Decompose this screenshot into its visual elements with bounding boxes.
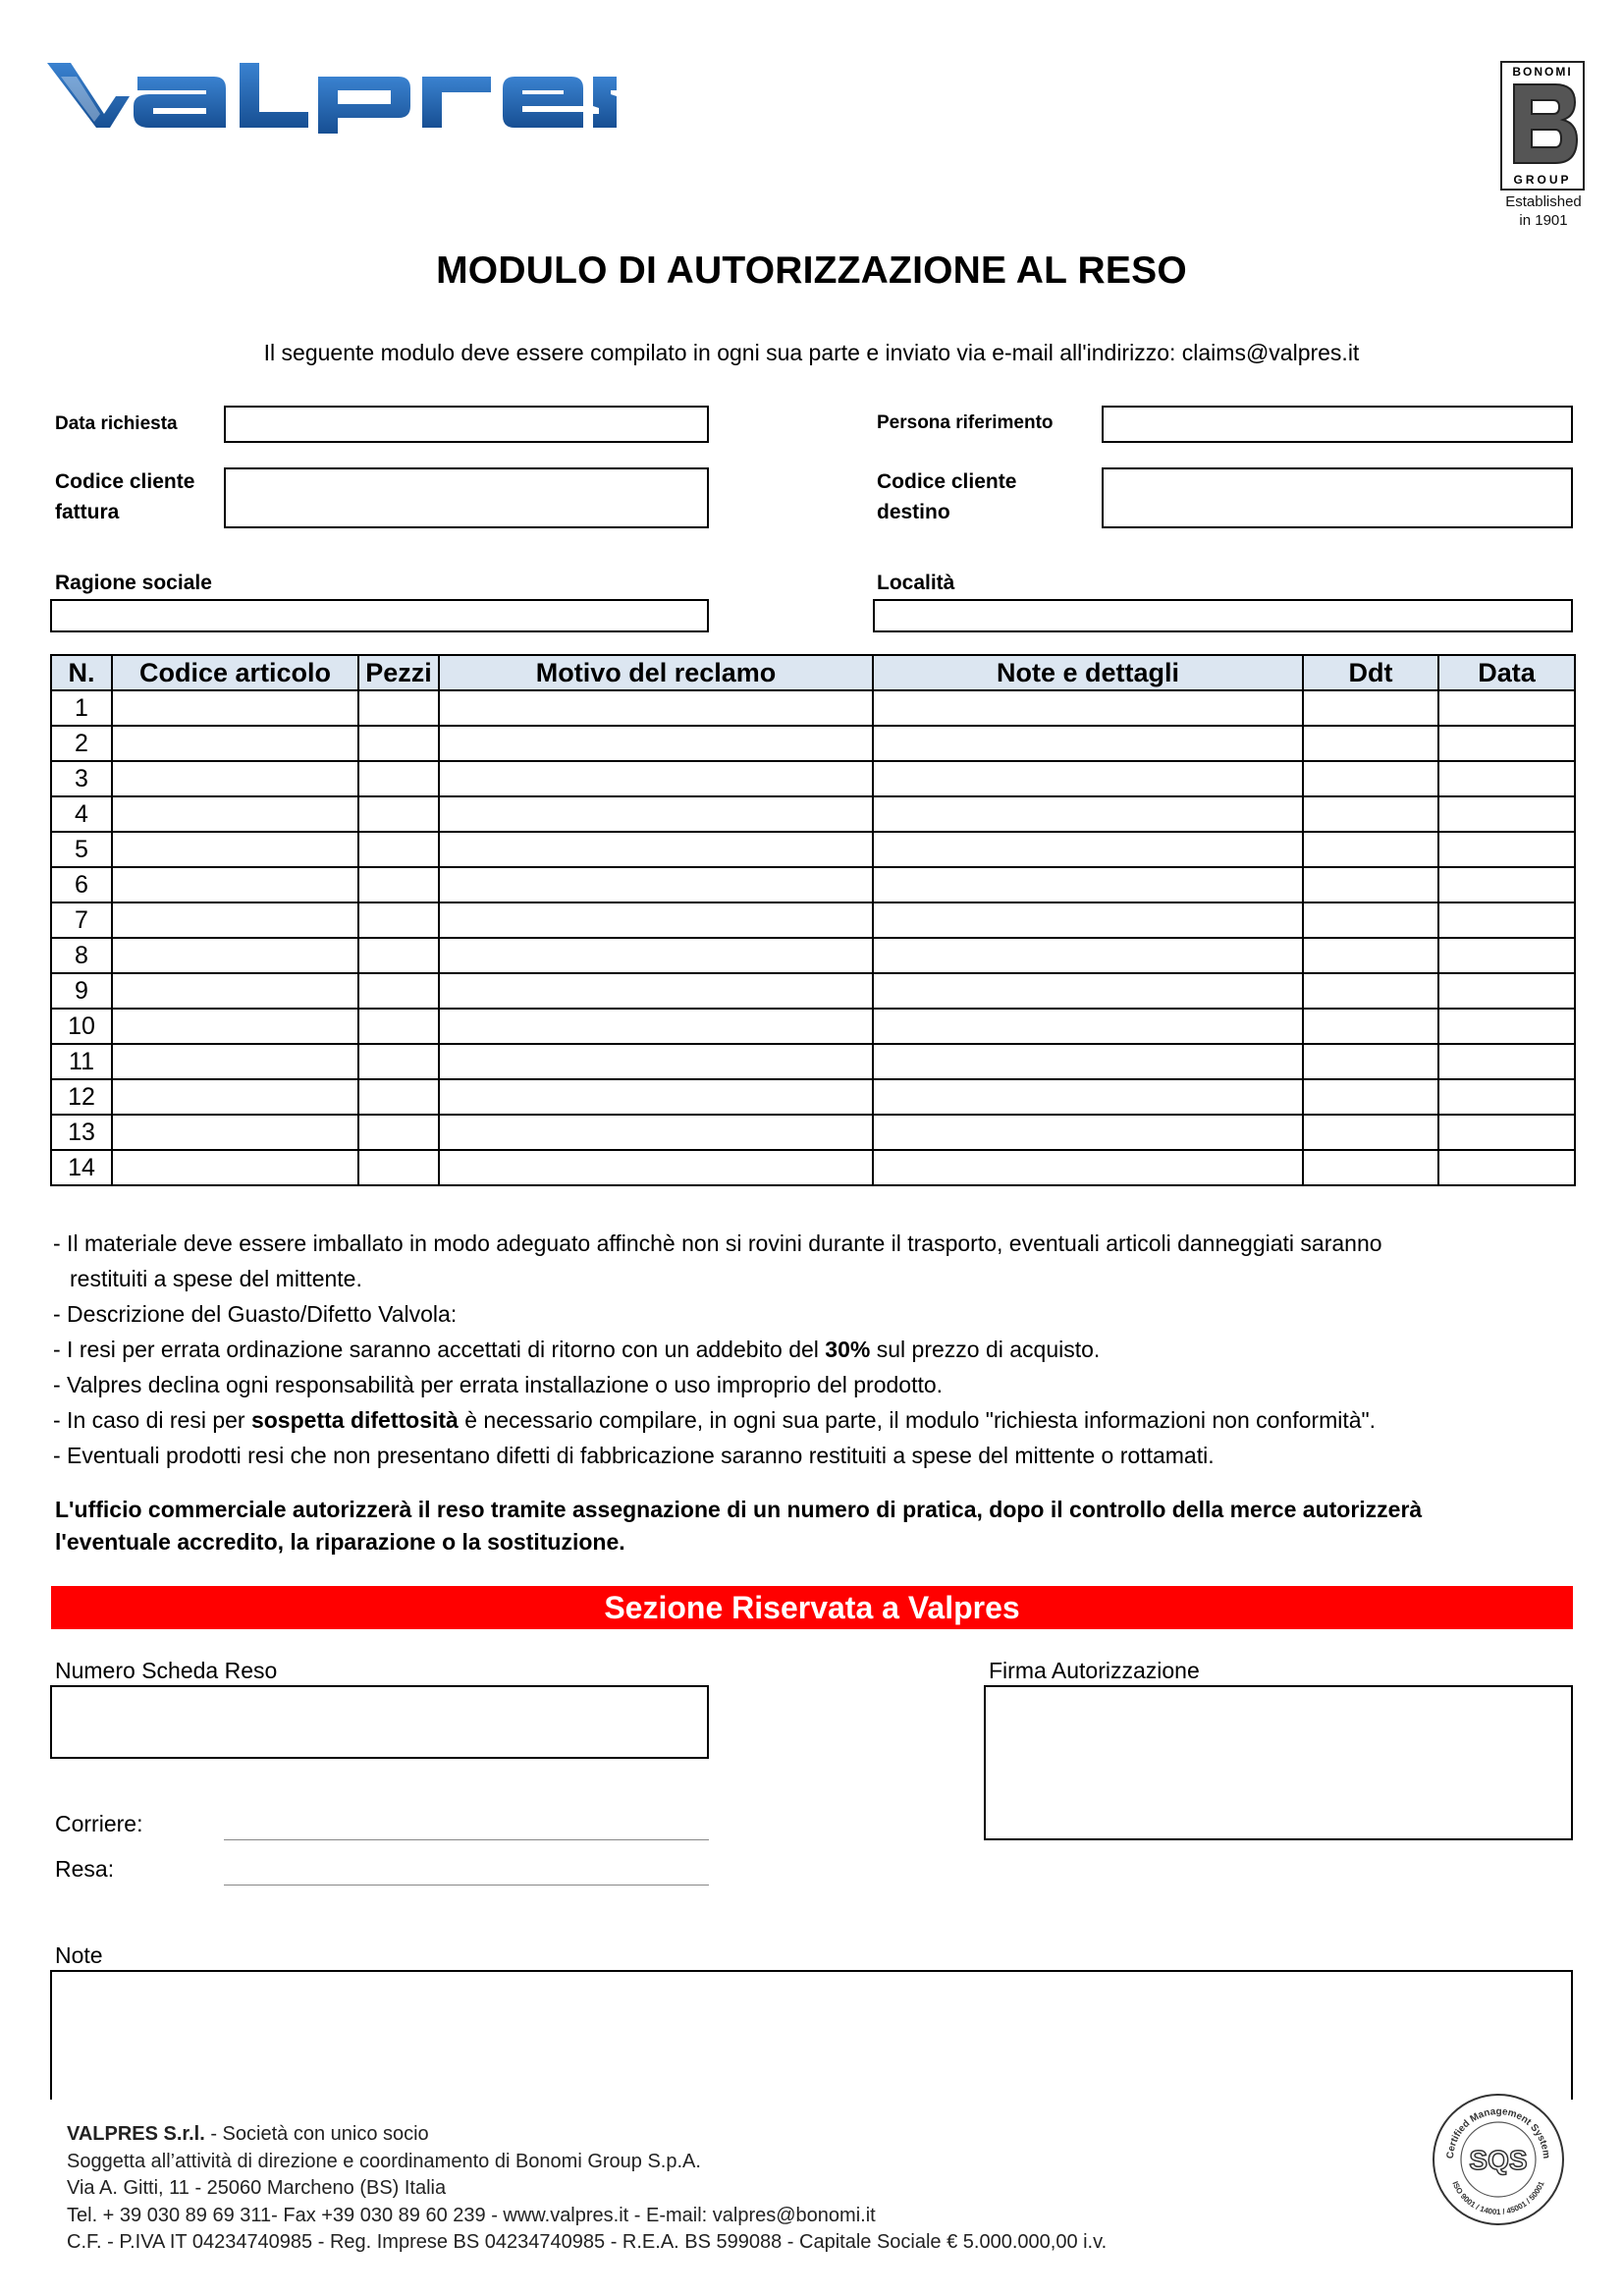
row-number: 14 (51, 1150, 112, 1185)
rule-item: - Eventuali prodotti resi che non presentano difetti di fabbricazione saranno restituiti a spese del mittente o rottamati. (53, 1443, 1215, 1468)
motivo-cell[interactable] (439, 726, 873, 761)
table-row (51, 973, 1575, 1009)
note-cell[interactable] (873, 832, 1303, 867)
table-row (51, 832, 1575, 867)
motivo-cell[interactable] (439, 867, 873, 902)
ddt-cell[interactable] (1303, 832, 1438, 867)
sqs-center-text: SQS (1469, 2145, 1528, 2175)
numero-scheda-label: Numero Scheda Reso (55, 1658, 278, 1683)
ddt-cell[interactable] (1303, 761, 1438, 796)
pezzi-cell[interactable] (358, 1115, 439, 1150)
rules-list (53, 1226, 1585, 1473)
note-cell[interactable] (873, 902, 1303, 938)
row-number: 11 (51, 1044, 112, 1079)
note-cell[interactable] (873, 1044, 1303, 1079)
col-header-pezzi: Pezzi (358, 655, 439, 690)
codice-articolo-cell[interactable] (112, 973, 358, 1009)
codice-articolo-cell[interactable] (112, 796, 358, 832)
data-cell[interactable] (1438, 761, 1575, 796)
reserved-section-header: Sezione Riservata a Valpres (51, 1586, 1573, 1629)
data-cell[interactable] (1438, 832, 1575, 867)
note-cell[interactable] (873, 867, 1303, 902)
pezzi-cell[interactable] (358, 1009, 439, 1044)
codice-articolo-cell[interactable] (112, 1150, 358, 1185)
col-header-data: Data (1438, 655, 1575, 690)
resa-line[interactable] (224, 1885, 709, 1886)
ragione-sociale-label: Ragione sociale (55, 572, 212, 594)
data-richiesta-field[interactable] (224, 406, 709, 443)
row-number: 9 (51, 973, 112, 1009)
motivo-cell[interactable] (439, 1044, 873, 1079)
claims-table (50, 654, 1576, 1186)
data-cell[interactable] (1438, 902, 1575, 938)
pezzi-cell[interactable] (358, 726, 439, 761)
col-header-codice-articolo: Codice articolo (112, 655, 358, 690)
page-title: MODULO DI AUTORIZZAZIONE AL RESO (436, 249, 1187, 292)
rule-item: - In caso di resi per sospetta difettosità è necessario compilare, in ogni sua parte, il modulo "richiesta informazioni non conformità". (53, 1407, 1377, 1433)
table-row (51, 1150, 1575, 1185)
motivo-cell[interactable] (439, 1009, 873, 1044)
localita-field[interactable] (873, 599, 1573, 632)
motivo-cell[interactable] (439, 796, 873, 832)
pezzi-cell[interactable] (358, 1044, 439, 1079)
localita-label: Località (877, 572, 955, 594)
data-cell[interactable] (1438, 1044, 1575, 1079)
bonomi-logo-top: BONOMI (1512, 65, 1573, 79)
ddt-cell[interactable] (1303, 796, 1438, 832)
notice-text: L'ufficio commerciale autorizzerà il reso tramite assegnazione di un numero di pratica, dopo il controllo della merce autorizzerà l'eventuale accredito, la riparazione o la sostituzione. (55, 1497, 1423, 1555)
footer-line: Soggetta all’attività di direzione e coordinamento di Bonomi Group S.p.A. (67, 2150, 701, 2172)
data-cell[interactable] (1438, 973, 1575, 1009)
codice-articolo-cell[interactable] (112, 1079, 358, 1115)
note-label: Note (55, 1942, 103, 1968)
table-row (51, 726, 1575, 761)
data-cell[interactable] (1438, 867, 1575, 902)
motivo-cell[interactable] (439, 1079, 873, 1115)
codice-cliente-fattura-field[interactable] (224, 467, 709, 528)
pezzi-cell[interactable] (358, 832, 439, 867)
row-number: 2 (51, 726, 112, 761)
motivo-cell[interactable] (439, 938, 873, 973)
pezzi-cell[interactable] (358, 796, 439, 832)
ddt-cell[interactable] (1303, 1079, 1438, 1115)
footer-contacts: Tel. + 39 030 89 69 311- Fax +39 030 89 60 239 - www.valpres.it - E-mail: valpres@bonomi.it (67, 2204, 876, 2226)
rule-item: - Valpres declina ogni responsabilità per errata installazione o uso improprio del prodotto. (53, 1372, 944, 1397)
pezzi-cell[interactable] (358, 867, 439, 902)
row-number: 1 (51, 690, 112, 726)
motivo-cell[interactable] (439, 832, 873, 867)
codice-articolo-cell[interactable] (112, 1044, 358, 1079)
note-field[interactable] (50, 1970, 1573, 2100)
note-cell[interactable] (873, 1150, 1303, 1185)
bonomi-caption (1483, 192, 1604, 230)
sqs-ring-text: Certified Management System (1444, 2105, 1552, 2159)
table-row (51, 867, 1575, 902)
pezzi-cell[interactable] (358, 902, 439, 938)
codice-articolo-cell[interactable] (112, 832, 358, 867)
note-cell[interactable] (873, 973, 1303, 1009)
table-header-row (51, 655, 1575, 690)
ddt-cell[interactable] (1303, 690, 1438, 726)
claims-table-body (51, 690, 1575, 1185)
rule-item: - Il materiale deve essere imballato in modo adeguato affinchè non si rovini durante il trasporto, eventuali articoli danneggiati saranno restituiti a spese del mittente. (53, 1230, 1382, 1291)
note-cell[interactable] (873, 761, 1303, 796)
numero-scheda-field[interactable] (50, 1685, 709, 1759)
bonomi-logo-bottom: GROUP (1513, 173, 1572, 187)
ddt-cell[interactable] (1303, 726, 1438, 761)
persona-riferimento-field[interactable] (1102, 406, 1573, 443)
col-header-n: N. (51, 655, 112, 690)
rule-item: - I resi per errata ordinazione saranno accettati di ritorno con un addebito del 30% sul prezzo di acquisto. (53, 1337, 1101, 1362)
firma-autorizzazione-label: Firma Autorizzazione (989, 1658, 1200, 1683)
data-richiesta-label: Data richiesta (55, 413, 178, 434)
row-number: 3 (51, 761, 112, 796)
row-number: 12 (51, 1079, 112, 1115)
footer-fiscal: C.F. - P.IVA IT 04234740985 - Reg. Imprese BS 04234740985 - R.E.A. BS 599088 - Capitale Sociale € 5.000.000,00 i.v. (67, 2231, 1108, 2253)
row-number: 8 (51, 938, 112, 973)
pezzi-cell[interactable] (358, 761, 439, 796)
sqs-bottom-text: ISO 9001 / 14001 / 45001 / 50001 (1450, 2179, 1546, 2216)
motivo-cell[interactable] (439, 1115, 873, 1150)
ddt-cell[interactable] (1303, 1115, 1438, 1150)
ddt-cell[interactable] (1303, 867, 1438, 902)
bonomi-group-logo (1500, 61, 1585, 191)
corriere-label: Corriere: (55, 1811, 143, 1836)
codice-articolo-cell[interactable] (112, 902, 358, 938)
row-number: 7 (51, 902, 112, 938)
firma-autorizzazione-field[interactable] (984, 1685, 1573, 1840)
pezzi-cell[interactable] (358, 1150, 439, 1185)
data-cell[interactable] (1438, 796, 1575, 832)
codice-cliente-destino-label: Codice cliente destino (877, 470, 1017, 523)
motivo-cell[interactable] (439, 761, 873, 796)
ddt-cell[interactable] (1303, 902, 1438, 938)
data-cell[interactable] (1438, 938, 1575, 973)
note-cell[interactable] (873, 1009, 1303, 1044)
table-row (51, 938, 1575, 973)
note-cell[interactable] (873, 938, 1303, 973)
pezzi-cell[interactable] (358, 1079, 439, 1115)
codice-articolo-cell[interactable] (112, 690, 358, 726)
persona-riferimento-label: Persona riferimento (877, 412, 1054, 433)
valpres-logo (47, 57, 617, 134)
resa-label: Resa: (55, 1856, 115, 1882)
table-row (51, 796, 1575, 832)
data-cell[interactable] (1438, 1079, 1575, 1115)
bonomi-caption-line2: in 1901 (1519, 212, 1568, 229)
data-cell[interactable] (1438, 690, 1575, 726)
codice-articolo-cell[interactable] (112, 1009, 358, 1044)
note-cell[interactable] (873, 1079, 1303, 1115)
table-row (51, 690, 1575, 726)
footer (67, 2121, 1343, 2257)
row-number: 5 (51, 832, 112, 867)
codice-articolo-cell[interactable] (112, 938, 358, 973)
codice-articolo-cell[interactable] (112, 726, 358, 761)
col-header-motivo: Motivo del reclamo (439, 655, 873, 690)
codice-cliente-fattura-label: Codice cliente fattura (55, 470, 195, 523)
data-cell[interactable] (1438, 1150, 1575, 1185)
table-row (51, 1115, 1575, 1150)
ddt-cell[interactable] (1303, 938, 1438, 973)
ddt-cell[interactable] (1303, 1150, 1438, 1185)
table-row (51, 1079, 1575, 1115)
table-row (51, 1009, 1575, 1044)
ddt-cell[interactable] (1303, 1009, 1438, 1044)
intro-text: Il seguente modulo deve essere compilato in ogni sua parte e inviato via e-mail all'indirizzo: claims@valpres.it (263, 340, 1360, 365)
pezzi-cell[interactable] (358, 690, 439, 726)
rule-item: - Descrizione del Guasto/Difetto Valvola: (53, 1301, 458, 1327)
note-cell[interactable] (873, 690, 1303, 726)
note-cell[interactable] (873, 726, 1303, 761)
row-number: 13 (51, 1115, 112, 1150)
bonomi-caption-line1: Established (1505, 193, 1582, 210)
ragione-sociale-field[interactable] (50, 599, 709, 632)
motivo-cell[interactable] (439, 902, 873, 938)
motivo-cell[interactable] (439, 973, 873, 1009)
note-cell[interactable] (873, 1115, 1303, 1150)
footer-address: Via A. Gitti, 11 - 25060 Marcheno (BS) Italia (67, 2177, 447, 2199)
ddt-cell[interactable] (1303, 1044, 1438, 1079)
codice-cliente-destino-field[interactable] (1102, 467, 1573, 528)
col-header-note: Note e dettagli (873, 655, 1303, 690)
note-cell[interactable] (873, 796, 1303, 832)
pezzi-cell[interactable] (358, 938, 439, 973)
row-number: 6 (51, 867, 112, 902)
ddt-cell[interactable] (1303, 973, 1438, 1009)
row-number: 10 (51, 1009, 112, 1044)
sqs-certification-seal (1432, 2093, 1565, 2226)
motivo-cell[interactable] (439, 690, 873, 726)
data-cell[interactable] (1438, 1009, 1575, 1044)
table-row (51, 761, 1575, 796)
codice-articolo-cell[interactable] (112, 867, 358, 902)
pezzi-cell[interactable] (358, 973, 439, 1009)
data-cell[interactable] (1438, 726, 1575, 761)
table-row (51, 902, 1575, 938)
row-number: 4 (51, 796, 112, 832)
motivo-cell[interactable] (439, 1150, 873, 1185)
corriere-line[interactable] (224, 1839, 709, 1840)
codice-articolo-cell[interactable] (112, 1115, 358, 1150)
codice-articolo-cell[interactable] (112, 761, 358, 796)
data-cell[interactable] (1438, 1115, 1575, 1150)
col-header-ddt: Ddt (1303, 655, 1438, 690)
table-row (51, 1044, 1575, 1079)
footer-company: VALPRES S.r.l. - Società con unico socio (67, 2123, 429, 2145)
